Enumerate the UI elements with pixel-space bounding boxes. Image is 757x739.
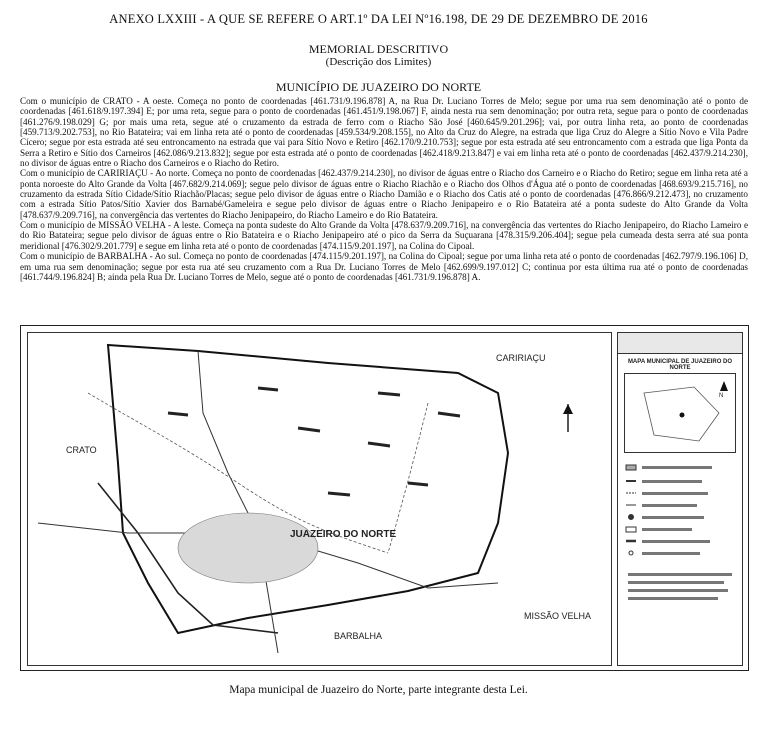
memorial-title: MEMORIAL DESCRITIVO <box>308 42 449 56</box>
annex-header: ANEXO LXXIII - A QUE SE REFERE O ART.1º DA LEI Nº16.198, DE 29 DE DEZEMBRO DE 2016 <box>109 12 648 26</box>
map-label-barbalha: BARBALHA <box>334 631 383 641</box>
boundary-description <box>20 96 748 282</box>
map-label-crato: CRATO <box>66 445 97 455</box>
urban-area <box>178 513 318 583</box>
locality-marks <box>168 388 460 495</box>
paragraph-caririacu: Com o município de CARIRIAÇU - Ao norte. Começa no ponto de coordenadas [462.437/9.214.230], no divisor de águas entre o Riacho dos Carneiro e o Riacho do Retiro; segue em linha reta até a ponta noroeste do Alto Grande da Volta [467.682/9.214.069]; segue pelo divisor de águas entre o Riacho Riachão e o Riacho dos Olhos d'Água até o ponto de coordenadas [468.693/9.215.716], no cruzamento da estrada Sítio Cidade/Sítio Riachão/Placas; segue pelo divisor de águas entre o Riacho Damião e o Riacho dos Catis até o ponto de coordenadas [476.866/9.212.473], no cruzamento com a estrada Sítio Patos/Sítio Xavier dos Barnabé/Gameleira e segue pelo divisor de águas entre o Riacho Jenipapeiro e o Rio Batateira até a ponta sudeste do Alto Grande da Volta [478.637/9.209.716], na convergência das vertentes do Riacho Jenipapeiro, do Riacho Lameiro e do Rio Batateira. <box>20 168 748 220</box>
map-label-caririacu: CARIRIAÇU <box>496 353 546 363</box>
municipality-title: MUNICÍPIO DE JUAZEIRO DO NORTE <box>275 80 482 94</box>
map-label-missao-velha: MISSÃO VELHA <box>524 611 592 621</box>
legend-north-label: N <box>719 393 724 399</box>
map-legend <box>617 332 743 666</box>
municipal-map <box>20 325 749 671</box>
road-north <box>198 351 258 533</box>
municipal-boundary <box>108 345 508 633</box>
legend-symbols <box>624 461 736 621</box>
paragraph-barbalha: Com o município de BARBALHA - Ao sul. Começa no ponto de coordenadas [474.115/9.201.197], na Colina do Cipoal; segue por uma linha reta até o ponto de coordenadas [462.797/9.196.106] D, em uma rua sem denominação; segue por esta rua até seu cruzamento com a Rua Dr. Luciano Torres de Melo [462.699/9.197.012] C; continua por esta última rua até o ponto de coordenadas [461.744/9.196.824] B; ainda pela Rua Dr. Luciano Torres de Melo, segue até o ponto de coordenadas [461.731/9.196.878] A. <box>20 251 748 282</box>
paragraph-missao-velha: Com o município de MISSÃO VELHA - A leste. Começa na ponta sudeste do Alto Grande da Volta [478.637/9.209.716], na convergência das vertentes do Riacho Jenipapeiro, do Riacho Lameiro e do Rio Batateira; segue pelo divisor de águas entre o Rio Batateira e o Riacho Jenipapeiro até o pico da Serra da Suçuarana [478.315/9.206.404]; segue pela cumeada desta serra até sua ponta meridional [476.302/9.201.779] e segue em linha reta até o ponto de coordenadas [474.115/9.201.197], na Colina do Cipoal. <box>20 220 748 251</box>
legend-header <box>618 333 742 354</box>
legend-map-title: MAPA MUNICIPAL DE JUAZEIRO DO NORTE <box>627 359 733 371</box>
north-arrow-map <box>563 404 573 432</box>
memorial-subtitle: (Descrição dos Limites) <box>325 56 432 68</box>
paragraph-crato: Com o município de CRATO - A oeste. Começa no ponto de coordenadas [461.731/9.196.878] A, na Rua Dr. Luciano Torres de Melo; segue por uma rua sem denominação até o ponto de coordenadas [461.618/9.197.394] E; por uma reta, segue para o ponto de coordenadas [461.451/9.198.067] F, ainda nesta rua sem denominação; por outra reta, segue para o ponto de coordenadas [461.276/9.198.029] G; por mais uma reta, segue até o cruzamento da estrada de ferro com o Riacho São José [460.645/9.201.296]; vai, por outra linha reta, ao ponto de coordenadas [459.713/9.202.753], no Rio Batateira; vai em linha reta até o ponto de coordenadas [459.534/9.208.155], no Alto da Cruz do Alegre, na estrada que liga Cruz do Alegre a Sítio Novo e Vila Padre Cícero; segue por esta estrada até seu entroncamento na estrada que vai para Sítio Novo e Retiro [462.170/9.210.753]; segue por esta estrada até seu entroncamento com a estrada que liga Ponta da Serra a Retiro e Sítio dos Carneiros [462.086/9.213.832]; segue por esta estrada até o ponto de coordenadas [462.418/9.213.847] e vai em linha reta até o ponto de coordenadas [462.437/9.214.230], no divisor de águas entre o Riacho dos Carneiros e o Riacho do Retiro. <box>20 96 748 169</box>
map-label-juazeiro: JUAZEIRO DO NORTE <box>290 529 397 540</box>
map-drawing <box>27 332 612 666</box>
map-caption: Mapa municipal de Juazeiro do Norte, parte integrante desta Lei. <box>229 684 528 696</box>
legend-locator-map <box>624 373 736 453</box>
